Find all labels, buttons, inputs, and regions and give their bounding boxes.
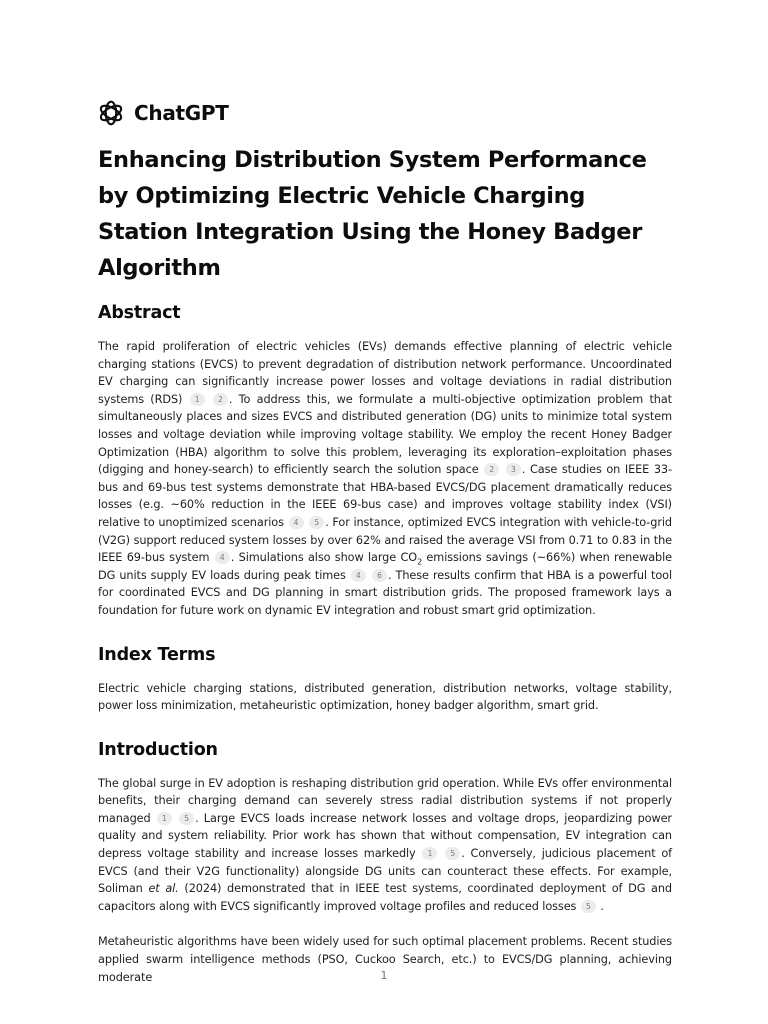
document-title: Enhancing Distribution System Performance by Optimizing Electric Vehicle Charging Station Integration Using the Honey Badger Algorithm bbox=[98, 147, 647, 281]
citation-badge[interactable]: 2 bbox=[484, 463, 499, 476]
citation-badge[interactable]: 2 bbox=[213, 393, 228, 406]
citation-badge[interactable]: 1 bbox=[422, 847, 437, 860]
citation-badge[interactable]: 3 bbox=[506, 463, 521, 476]
introduction-heading: Introduction bbox=[98, 739, 218, 760]
introduction-paragraph-2: Metaheuristic algorithms have been widely used for such optimal placement problems. Recent studies applied swarm intelligence methods (PSO, Cuckoo Search, etc.) to EVCS/DG planning, achieving moderate bbox=[98, 935, 672, 984]
document-content bbox=[98, 142, 672, 986]
citation-badge[interactable]: 6 bbox=[372, 569, 387, 582]
introduction-paragraph-1: The global surge in EV adoption is reshaping distribution grid operation. While EVs offer environmental benefits, their charging demand can severely stress radial distribution systems if not properly managed 1 5 . Large EVCS loads increase network losses and voltage drops, jeopardizing power quality and system reliability. Prior work has shown that without compensation, EV integration can depress voltage stability and increase losses markedly 1 5 . Conversely, judicious placement of EVCS (and their V2G functionality) alongside DG units can counteract these effects. For example, Soliman et al. (2024) demonstrated that in IEEE test systems, coordinated deployment of DG and capacitors along with EVCS significantly improved voltage profiles and reduced losses 5 . bbox=[98, 776, 673, 913]
citation-badge[interactable]: 5 bbox=[179, 812, 194, 825]
citation-badge[interactable]: 1 bbox=[190, 393, 205, 406]
citation-badge[interactable]: 1 bbox=[157, 812, 172, 825]
citation-badge[interactable]: 4 bbox=[289, 516, 304, 529]
openai-logo-icon bbox=[97, 99, 125, 127]
citation-badge[interactable]: 4 bbox=[215, 551, 230, 564]
citation-badge[interactable]: 4 bbox=[351, 569, 366, 582]
citation-badge[interactable]: 5 bbox=[309, 516, 324, 529]
index-terms-heading: Index Terms bbox=[98, 644, 216, 665]
brand-name: ChatGPT bbox=[134, 101, 229, 125]
page-number: 1 bbox=[380, 969, 388, 982]
citation-badge[interactable]: 5 bbox=[445, 847, 460, 860]
abstract-paragraph: The rapid proliferation of electric vehicles (EVs) demands effective planning of electric vehicle charging stations (EVCS) to prevent degradation of distribution network performance. Uncoordinated EV charging can significantly increase power losses and voltage deviations in radial distribution systems (RDS) 1 2 . To address this, we formulate a multi-objective optimization problem that simultaneously places and sizes EVCS and distributed generation (DG) units to minimize total system losses and voltage deviation while improving voltage stability. We employ the recent Honey Badger Optimization (HBA) algorithm to solve this problem, leveraging its exploration–exploitation phases (digging and honey-search) to efficiently search the solution space 2 3 . Case studies on IEEE 33-bus and 69-bus test systems demonstrate that HBA-based EVCS/DG placement dramatically reduces losses (e.g. ~60% reduction in the IEEE 69-bus case) and improves voltage stability index (VSI) relative to unoptimized scenarios 4 5 . For instance, optimized EVCS integration with vehicle-to-grid (V2G) support reduced system losses by over 62% and raised the average VSI from 0.71 to 0.83 in the IEEE 69-bus system 4 . Simulations also show large $CO_2$ emissions savings (~66%) when renewable DG units supply EV loads during peak times 4 6 . These results confirm that HBA is a powerful tool for coordinated EVCS and DG planning in smart distribution grids. The proposed framework lays a foundation for future work on dynamic EV integration and robust smart grid optimization. bbox=[98, 340, 673, 617]
abstract-heading: Abstract bbox=[98, 303, 181, 323]
brand-header bbox=[97, 99, 229, 127]
citation-badge[interactable]: 5 bbox=[581, 900, 596, 913]
index-terms-paragraph: Electric vehicle charging stations, distributed generation, distribution networks, voltage stability, power loss minimization, metaheuristic optimization, honey badger algorithm, smart grid. bbox=[98, 681, 672, 713]
